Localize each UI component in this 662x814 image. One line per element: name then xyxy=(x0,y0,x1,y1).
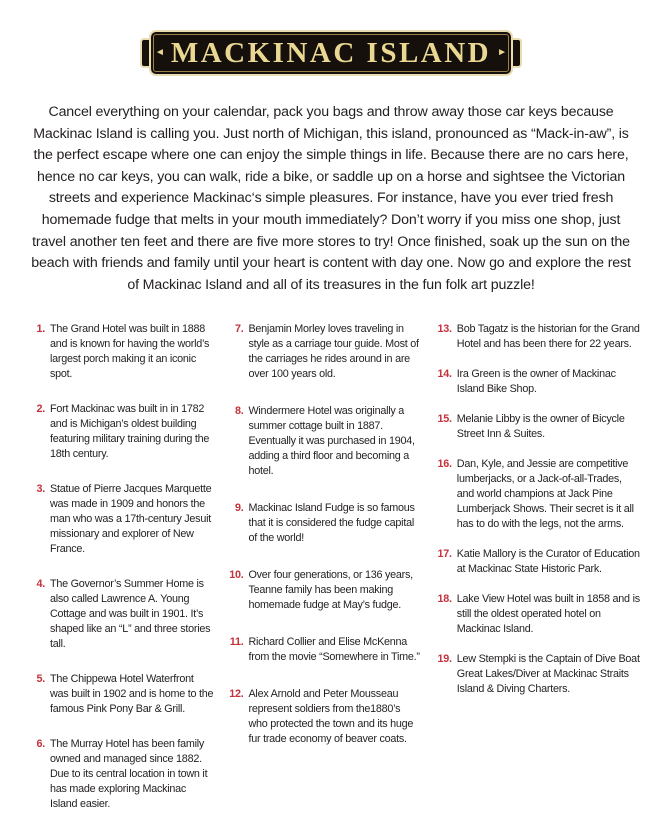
fact-number: 2. xyxy=(36,403,45,416)
fact-number: 3. xyxy=(36,483,45,496)
fact-number: 12. xyxy=(229,688,244,701)
list-item xyxy=(28,737,213,812)
fact-text: Katie Mallory is the Curator of Education at Mackinac State Historic Park. xyxy=(456,548,640,576)
list-item xyxy=(435,652,640,697)
list-item xyxy=(435,367,640,397)
fact-number: 5. xyxy=(36,673,45,686)
fact-number: 13. xyxy=(437,323,452,336)
fact-text: Lake View Hotel was built in 1858 and is still the oldest operated hotel on Mackinac Island. xyxy=(456,593,640,636)
list-item xyxy=(226,568,421,613)
right-arrow-icon: ► xyxy=(497,47,507,58)
facts-column-2 xyxy=(226,322,421,812)
fact-number: 18. xyxy=(437,593,452,606)
fact-text: Windermere Hotel was originally a summer cottage built in 1887. Eventually it was purchased in 1904, adding a third floor and becoming a hotel. xyxy=(248,405,415,478)
fact-number: 9. xyxy=(234,502,244,515)
fact-number: 14. xyxy=(437,368,452,381)
fact-number: 6. xyxy=(36,738,45,751)
fact-number: 7. xyxy=(234,323,244,336)
list-item xyxy=(28,577,213,652)
fact-text: Statue of Pierre Jacques Marquette was made in 1909 and honors the man who was a 17th-century Jesuit missionary and explorer of New France. xyxy=(50,483,212,556)
list-item xyxy=(28,672,213,717)
fact-text: Benjamin Morley loves traveling in style as a carriage tour guide. Most of the carriages he rides around in are over 100 years old. xyxy=(248,323,419,381)
fact-number: 19. xyxy=(437,653,452,666)
list-item xyxy=(226,501,421,546)
fact-text: Ira Green is the owner of Mackinac Island Bike Shop. xyxy=(456,368,616,396)
list-item xyxy=(28,482,213,557)
list-item xyxy=(435,592,640,637)
list-item xyxy=(28,322,213,382)
intro-paragraph: Cancel everything on your calendar, pack you bags and throw away those car keys because Mackinac Island is calling you. Just north of Michigan, this island, pronounced as “Mack-in-aw”, is the perfect escape where one can enjoy the simple things in life. Because there are no cars here, hence no car keys, you can walk, ride a bike, or saddle up on a horse and sightsee the Victorian streets and experience Mackinac‘s simple pleasures. For instance, have you ever tried fresh homemade fudge that melts in your mouth immediately? Don’t worry if you miss one shop, just travel another ten feet and there are five more stores to try! Once finished, soak up the sun on the beach with friends and family until your heart is content with day one. Now go and explore the rest of Mackinac Island and all of its treasures in the fun folk art puzzle! xyxy=(31,104,631,293)
fact-number: 8. xyxy=(234,405,244,418)
list-item xyxy=(435,457,640,532)
fact-text: The Chippewa Hotel Waterfront was built in 1902 and is home to the famous Pink Pony Bar & Grill. xyxy=(50,673,214,716)
left-arrow-icon: ◄ xyxy=(155,47,165,58)
fact-number: 17. xyxy=(437,548,452,561)
list-item xyxy=(226,635,421,665)
facts-column-3 xyxy=(435,322,640,812)
list-item xyxy=(28,402,213,462)
facts-section xyxy=(0,296,662,812)
list-item xyxy=(435,322,640,352)
facts-column-1 xyxy=(28,322,213,812)
fact-text: Fort Mackinac was built in in 1782 and is Michigan’s oldest building featuring military training during the 18th century. xyxy=(50,403,210,461)
fact-text: Dan, Kyle, and Jessie are competitive lumberjacks, or a Jack-of-all-Trades, and world champions at Jack Pine Lumberjack Shows. Their secret is it all has to do with the legs, not the arms. xyxy=(456,458,634,531)
fact-number: 4. xyxy=(36,578,45,591)
list-item xyxy=(226,322,421,382)
fact-text: Over four generations, or 136 years, Teanne family has been making homemade fudge at May’s fudge. xyxy=(248,569,413,612)
list-item xyxy=(435,412,640,442)
fact-number: 15. xyxy=(437,413,452,426)
fact-text: Mackinac Island Fudge is so famous that it is considered the fudge capital of the world! xyxy=(248,502,415,545)
fact-text: The Grand Hotel was built in 1888 and is known for having the world’s largest porch making it an iconic spot. xyxy=(50,323,210,381)
fact-number: 16. xyxy=(437,458,452,471)
fact-text: The Governor’s Summer Home is also called Lawrence A. Young Cottage and was built in 1901. It’s shaped like an “L” and three stories tall. xyxy=(50,578,211,651)
list-item xyxy=(226,404,421,479)
fact-text: The Murray Hotel has been family owned and managed since 1882. Due to its central location in town it has made exploring Mackinac Island easier. xyxy=(50,738,208,811)
document-page xyxy=(0,30,662,814)
banner-plaque xyxy=(149,30,513,76)
list-item xyxy=(435,547,640,577)
fact-text: Melanie Libby is the owner of Bicycle Street Inn & Suites. xyxy=(456,413,625,441)
fact-text: Alex Arnold and Peter Mousseau represent soldiers from the1880’s who protected the town and its huge fur trade economy of beaver coats. xyxy=(248,688,414,746)
fact-number: 11. xyxy=(229,636,244,649)
banner xyxy=(140,30,522,76)
fact-text: Bob Tagatz is the historian for the Grand Hotel and has been there for 22 years. xyxy=(456,323,640,351)
list-item xyxy=(226,687,421,747)
fact-number: 10. xyxy=(229,569,244,582)
fact-number: 1. xyxy=(36,323,45,336)
page-title: MACKINAC ISLAND xyxy=(170,36,492,69)
fact-text: Lew Stempki is the Captain of Dive Boat Great Lakes/Diver at Mackinac Straits Island & Diving Charters. xyxy=(456,653,640,696)
fact-text: Richard Collier and Elise McKenna from the movie “Somewhere in Time.” xyxy=(248,636,420,664)
